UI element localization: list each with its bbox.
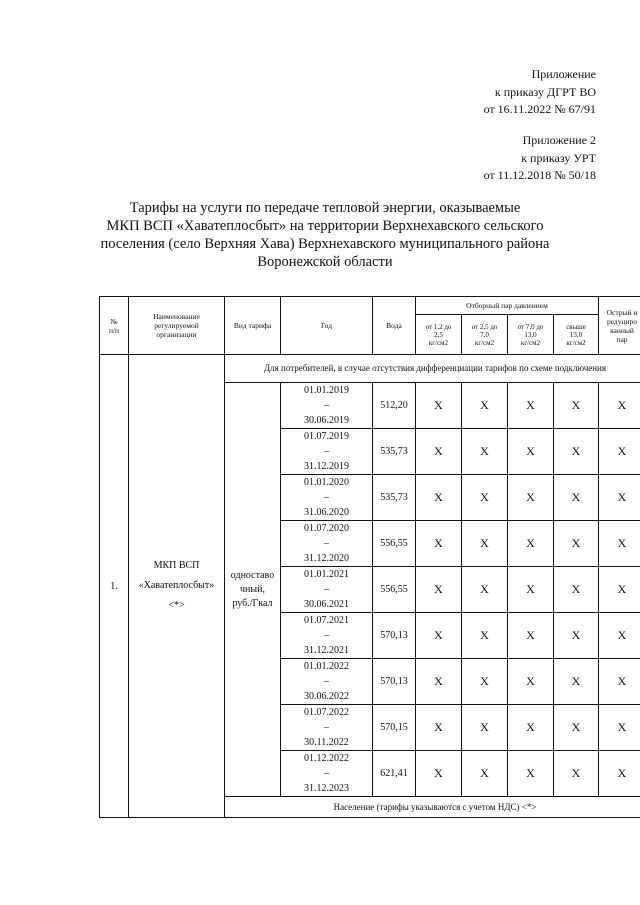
header-water: Вода — [373, 297, 416, 355]
water-value: 556,55 — [373, 521, 416, 567]
appendix-line: от 11.12.2018 № 50/18 — [483, 168, 596, 182]
header-steam-over-13: свыше 13,0 кг/см2 — [554, 315, 599, 355]
appendix-header-2 — [484, 132, 596, 185]
mark-cell: X — [554, 383, 599, 429]
appendix-line: от 16.11.2022 № 67/91 — [483, 102, 596, 116]
water-value: 570,13 — [373, 659, 416, 705]
document-title — [90, 199, 560, 271]
mark-cell: X — [554, 429, 599, 475]
mark-cell: X — [462, 475, 508, 521]
period-cell: 01.01.2020 – 31.06.2020 — [281, 475, 373, 521]
mark-cell: X — [416, 613, 462, 659]
section-label: Для потребителей, в случае отсутствия дифференциации тарифов по схеме подключения — [225, 355, 640, 383]
mark-cell: X — [599, 567, 640, 613]
header-steam-group: Отборный пар давлением — [416, 297, 599, 315]
mark-cell: X — [416, 429, 462, 475]
title-line: Воронежской области — [257, 254, 393, 270]
period-cell: 01.07.2021 – 31.12.2021 — [281, 613, 373, 659]
appendix-line: к приказу УРТ — [521, 150, 596, 165]
mark-cell: X — [462, 429, 508, 475]
header-sharp-steam: Острый и редуциро ванный пар — [599, 297, 640, 355]
title-line: поселения (село Верхняя Хава) Верхнехавского муниципального района — [100, 236, 550, 252]
mark-cell: X — [554, 475, 599, 521]
mark-cell: X — [599, 521, 640, 567]
period-cell: 01.07.2022 – 30.11.2022 — [281, 705, 373, 751]
appendix-line: Приложение 2 — [522, 133, 596, 147]
water-value: 621,41 — [373, 751, 416, 797]
mark-cell: X — [599, 659, 640, 705]
mark-cell: X — [599, 383, 640, 429]
mark-cell: X — [508, 521, 554, 567]
mark-cell: X — [416, 705, 462, 751]
mark-cell: X — [462, 705, 508, 751]
header-organization: Наименование регулируемой организации — [129, 297, 225, 355]
mark-cell: X — [508, 659, 554, 705]
mark-cell: X — [554, 659, 599, 705]
mark-cell: X — [508, 429, 554, 475]
period-cell: 01.01.2019 – 30.06.2019 — [281, 383, 373, 429]
mark-cell: X — [416, 475, 462, 521]
mark-cell: X — [462, 567, 508, 613]
appendix-header-1 — [484, 66, 596, 119]
period-cell: 01.07.2020 – 31.12.2020 — [281, 521, 373, 567]
header-tariff-type: Вид тарифа — [225, 297, 281, 355]
mark-cell: X — [599, 751, 640, 797]
mark-cell: X — [554, 705, 599, 751]
mark-cell: X — [508, 383, 554, 429]
mark-cell: X — [599, 429, 640, 475]
mark-cell: X — [462, 521, 508, 567]
period-cell: 01.01.2021 – 30.06.2021 — [281, 567, 373, 613]
mark-cell: X — [554, 613, 599, 659]
water-value: 512,20 — [373, 383, 416, 429]
mark-cell: X — [599, 705, 640, 751]
period-cell: 01.07.2019 – 31.12.2019 — [281, 429, 373, 475]
mark-cell: X — [462, 613, 508, 659]
period-cell: 01.12.2022 – 31.12.2023 — [281, 751, 373, 797]
header-steam-7-13: от 7,0 до 13,0 кг/см2 — [508, 315, 554, 355]
header-year: Год — [281, 297, 373, 355]
title-line: МКП ВСП «Хаватеплосбыт» на территории Верхнехавского сельского — [106, 218, 544, 234]
header-steam-2-5-7: от 2,5 до 7,0 кг/см2 — [462, 315, 508, 355]
water-value: 570,15 — [373, 705, 416, 751]
mark-cell: X — [508, 475, 554, 521]
mark-cell: X — [599, 613, 640, 659]
row-number: 1. — [100, 355, 129, 818]
mark-cell: X — [416, 659, 462, 705]
period-cell: 01.01.2022 – 30.06.2022 — [281, 659, 373, 705]
mark-cell: X — [554, 751, 599, 797]
water-value: 570,13 — [373, 613, 416, 659]
tariff-table — [99, 296, 640, 818]
population-footer: Население (тарифы указываются с учетом НДС) <*> — [225, 797, 640, 818]
water-value: 556,55 — [373, 567, 416, 613]
mark-cell: X — [508, 567, 554, 613]
mark-cell: X — [508, 613, 554, 659]
title-line: Тарифы на услуги по передаче тепловой энергии, оказываемые — [129, 200, 521, 216]
mark-cell: X — [508, 751, 554, 797]
water-value: 535,73 — [373, 475, 416, 521]
mark-cell: X — [416, 567, 462, 613]
mark-cell: X — [462, 751, 508, 797]
water-value: 535,73 — [373, 429, 416, 475]
mark-cell: X — [599, 475, 640, 521]
mark-cell: X — [554, 521, 599, 567]
mark-cell: X — [416, 751, 462, 797]
mark-cell: X — [416, 521, 462, 567]
tariff-kind: одноставо чный, руб./Гкал — [225, 383, 281, 797]
mark-cell: X — [554, 567, 599, 613]
mark-cell: X — [416, 383, 462, 429]
mark-cell: X — [508, 705, 554, 751]
header-number: № п/п — [100, 297, 129, 355]
mark-cell: X — [462, 383, 508, 429]
mark-cell: X — [462, 659, 508, 705]
appendix-line: Приложение — [531, 67, 596, 81]
header-steam-1-2-5: от 1,2 до 2,5 кг/см2 — [416, 315, 462, 355]
organization-name: МКП ВСП «Хаватеплосбыт» <*> — [129, 355, 225, 818]
appendix-line: к приказу ДГРТ ВО — [494, 84, 596, 99]
